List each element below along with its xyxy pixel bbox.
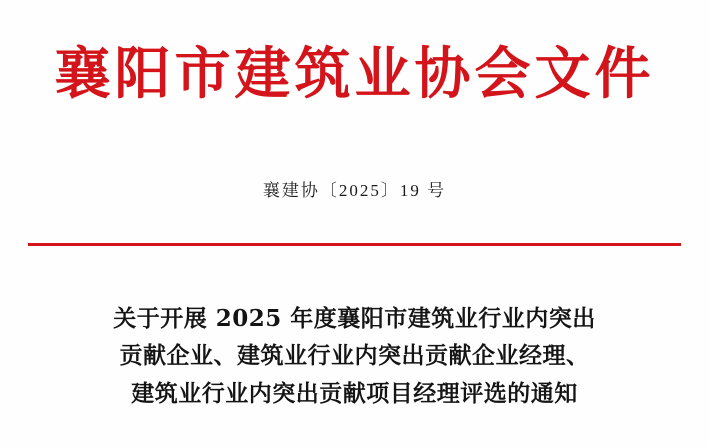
subject-line-3: 建筑业行业内突出贡献项目经理评选的通知 [131,379,578,407]
document-body [0,300,709,412]
subject-line-1: 关于开展 2025 年度襄阳市建筑业行业内突出 [113,305,596,332]
document-header [0,0,709,106]
document-header-title: 襄阳市建筑业协会文件 [54,41,655,107]
document-number-row [0,176,709,201]
subject-line-2: 贡献企业、建筑业行业内突出贡献企业经理、 [119,342,590,370]
red-horizontal-rule [28,243,681,246]
document-number: 襄建协〔2025〕19 号 [262,181,447,201]
document-subject-title [62,300,647,412]
